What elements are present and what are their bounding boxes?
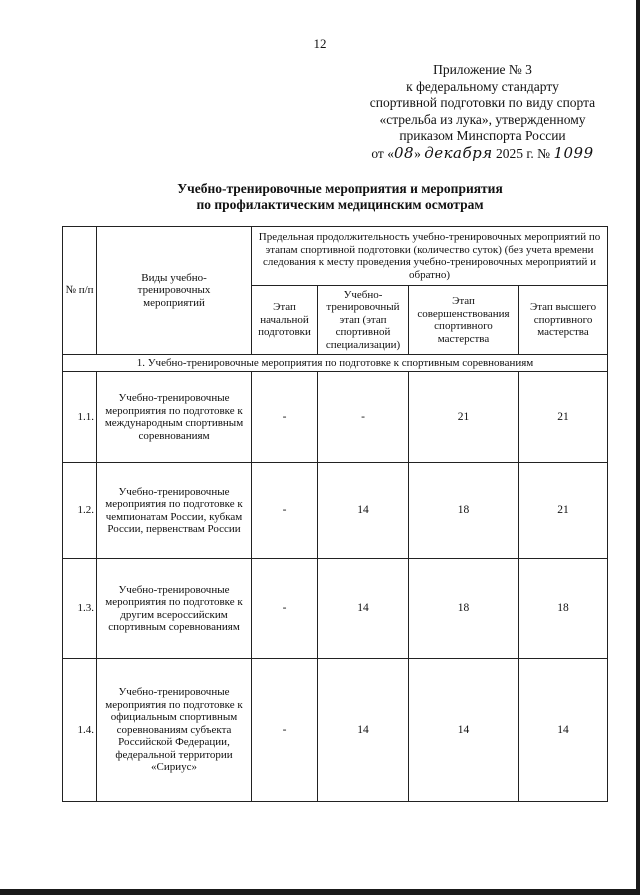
value-stage-2: 14	[318, 463, 409, 559]
value-stage-2: 14	[318, 559, 409, 659]
value-stage-1: -	[252, 559, 318, 659]
title-line-2: по профилактическим медицинским осмотрам	[196, 197, 484, 212]
value-stage-1: -	[252, 463, 318, 559]
page-number: 12	[313, 36, 327, 51]
event-name: Учебно-тренировочные мероприятия по подготовке к чемпионатам России, кубкам России, первенствам России	[97, 463, 252, 559]
table-row	[63, 372, 608, 463]
col-header-stage-1: Этап начальной подготовки	[252, 286, 318, 355]
appendix-line-3: спортивной подготовки по виду спорта	[369, 95, 596, 110]
appendix-line-1: Приложение № 3	[433, 62, 532, 77]
col-header-num: № п/п	[63, 227, 97, 355]
section-1-title: 1. Учебно-тренировочные мероприятия по подготовке к спортивным соревнованиям	[63, 355, 608, 372]
row-number: 1.4.	[63, 659, 97, 802]
row-number: 1.2.	[63, 463, 97, 559]
date-month: декабря	[424, 143, 493, 162]
event-name: Учебно-тренировочные мероприятия по подготовке к международным спортивным соревнованиям	[97, 372, 252, 463]
value-stage-3: 18	[409, 559, 519, 659]
value-stage-1: -	[252, 659, 318, 802]
event-name: Учебно-тренировочные мероприятия по подготовке к официальным спортивным соревнованиям субъекта Российской Федерации, федеральной территории «Сириус»	[97, 659, 252, 802]
value-stage-4: 21	[519, 463, 608, 559]
value-stage-3: 18	[409, 463, 519, 559]
events-table	[62, 226, 608, 802]
value-stage-3: 21	[409, 372, 519, 463]
date-day: 08	[393, 143, 415, 162]
row-number: 1.3.	[63, 559, 97, 659]
col-header-stage-4: Этап высшего спортивного мастерства	[519, 286, 608, 355]
value-stage-4: 21	[519, 372, 608, 463]
appendix-date-line	[355, 145, 610, 163]
appendix-line-4: «стрельба из лука», утвержденному	[379, 111, 586, 127]
order-number: 1099	[553, 143, 594, 162]
col-header-type: Виды учебно-тренировочных мероприятий	[97, 227, 252, 355]
section-row	[63, 355, 608, 372]
table-row	[63, 659, 608, 802]
date-mid-1: »	[414, 145, 425, 161]
table-row	[63, 559, 608, 659]
table-row	[63, 463, 608, 559]
value-stage-1: -	[252, 372, 318, 463]
value-stage-2: 14	[318, 659, 409, 802]
value-stage-4: 14	[519, 659, 608, 802]
title-line-1: Учебно-тренировочные мероприятия и мероприятия	[177, 181, 503, 196]
document-title	[60, 181, 620, 213]
col-header-stage-2: Учебно-тренировочный этап (этап спортивной специализации)	[318, 286, 409, 355]
row-number: 1.1.	[63, 372, 97, 463]
value-stage-2: -	[318, 372, 409, 463]
appendix-line-2: к федеральному стандарту	[406, 78, 559, 94]
date-prefix: от «	[371, 145, 394, 161]
col-header-stage-3: Этап совершенствования спортивного мастерства	[409, 286, 519, 355]
date-mid-2: 2025 г. №	[492, 145, 554, 161]
header-row-1	[63, 227, 608, 286]
col-header-duration: Предельная продолжительность учебно-тренировочных мероприятий по этапам спортивной подготовки (количество суток) (без учета времени следования к месту проведения учебно-тренировочных мероприятий и обратно)	[252, 227, 608, 286]
appendix-header	[355, 62, 610, 162]
appendix-line-5: приказом Минспорта России	[399, 128, 566, 143]
value-stage-3: 14	[409, 659, 519, 802]
value-stage-4: 18	[519, 559, 608, 659]
event-name: Учебно-тренировочные мероприятия по подготовке к другим всероссийским спортивным соревнованиям	[97, 559, 252, 659]
